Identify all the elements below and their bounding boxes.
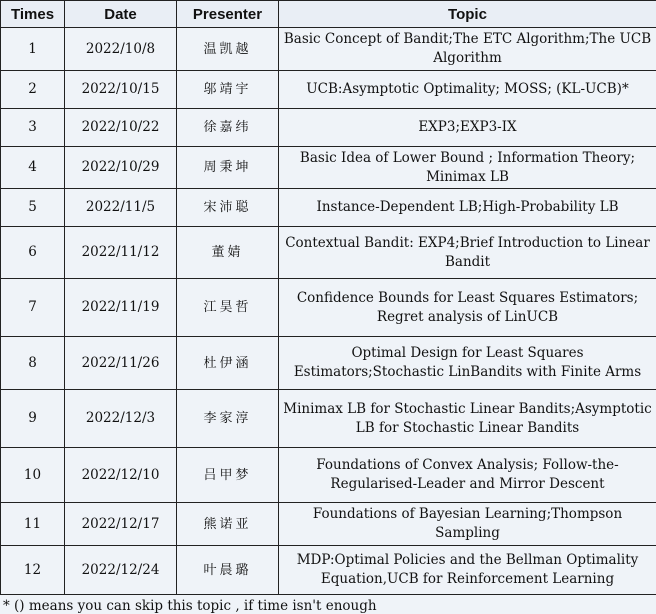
- table-row: [1, 28, 656, 71]
- times-cell: 8: [1, 337, 65, 390]
- table-row: [1, 109, 656, 147]
- footnote: * () means you can skip this topic , if time isn't enough: [0, 595, 656, 614]
- presenter-cell: 邬靖宇: [177, 71, 279, 109]
- times-cell: 5: [1, 189, 65, 227]
- table-row: [1, 189, 656, 227]
- presenter-cell: 董婧: [177, 227, 279, 279]
- table-row: [1, 337, 656, 390]
- date-cell: 2022/12/17: [65, 503, 177, 546]
- table-row: [1, 227, 656, 279]
- header-date: Date: [65, 1, 177, 28]
- times-cell: 12: [1, 546, 65, 595]
- presenter-cell: 杜伊涵: [177, 337, 279, 390]
- topic-cell: MDP:Optimal Policies and the Bellman Optimality Equation,UCB for Reinforcement Learning: [279, 546, 656, 595]
- table-row: [1, 448, 656, 503]
- presenter-cell: 江昊哲: [177, 279, 279, 337]
- presenter-cell: 熊诺亚: [177, 503, 279, 546]
- date-cell: 2022/12/10: [65, 448, 177, 503]
- table-row: [1, 71, 656, 109]
- presenter-cell: 徐嘉纬: [177, 109, 279, 147]
- topic-cell: Basic Idea of Lower Bound ; Information Theory; Minimax LB: [279, 147, 656, 189]
- times-cell: 11: [1, 503, 65, 546]
- date-cell: 2022/10/15: [65, 71, 177, 109]
- date-cell: 2022/10/29: [65, 147, 177, 189]
- topic-cell: Foundations of Bayesian Learning;Thompson Sampling: [279, 503, 656, 546]
- table-row: [1, 279, 656, 337]
- date-cell: 2022/10/22: [65, 109, 177, 147]
- times-cell: 2: [1, 71, 65, 109]
- times-cell: 7: [1, 279, 65, 337]
- header-times: Times: [1, 1, 65, 28]
- date-cell: 2022/10/8: [65, 28, 177, 71]
- header-row: [1, 1, 656, 28]
- topic-cell: Minimax LB for Stochastic Linear Bandits;Asymptotic LB for Stochastic Linear Bandits: [279, 390, 656, 448]
- topic-cell: Optimal Design for Least Squares Estimators;Stochastic LinBandits with Finite Arms: [279, 337, 656, 390]
- presenter-cell: 周秉坤: [177, 147, 279, 189]
- times-cell: 3: [1, 109, 65, 147]
- times-cell: 1: [1, 28, 65, 71]
- topic-cell: Contextual Bandit: EXP4;Brief Introduction to Linear Bandit: [279, 227, 656, 279]
- topic-cell: Instance-Dependent LB;High-Probability LB: [279, 189, 656, 227]
- presenter-cell: 吕甲梦: [177, 448, 279, 503]
- date-cell: 2022/11/19: [65, 279, 177, 337]
- date-cell: 2022/11/12: [65, 227, 177, 279]
- topic-cell: Foundations of Convex Analysis; Follow-the-Regularised-Leader and Mirror Descent: [279, 448, 656, 503]
- topic-cell: EXP3;EXP3-IX: [279, 109, 656, 147]
- topic-cell: UCB:Asymptotic Optimality; MOSS; (KL-UCB)*: [279, 71, 656, 109]
- presenter-cell: 温凯越: [177, 28, 279, 71]
- date-cell: 2022/11/5: [65, 189, 177, 227]
- topic-cell: Basic Concept of Bandit;The ETC Algorithm;The UCB Algorithm: [279, 28, 656, 71]
- times-cell: 10: [1, 448, 65, 503]
- topic-cell: Confidence Bounds for Least Squares Estimators; Regret analysis of LinUCB: [279, 279, 656, 337]
- presenter-cell: 李家淳: [177, 390, 279, 448]
- header-presenter: Presenter: [177, 1, 279, 28]
- times-cell: 4: [1, 147, 65, 189]
- date-cell: 2022/12/3: [65, 390, 177, 448]
- times-cell: 9: [1, 390, 65, 448]
- presenter-cell: 叶晨璐: [177, 546, 279, 595]
- table-row: [1, 503, 656, 546]
- times-cell: 6: [1, 227, 65, 279]
- table-row: [1, 147, 656, 189]
- header-topic: Topic: [279, 1, 656, 28]
- table-row: [1, 390, 656, 448]
- date-cell: 2022/12/24: [65, 546, 177, 595]
- presenter-cell: 宋沛聪: [177, 189, 279, 227]
- table-row: [1, 546, 656, 595]
- date-cell: 2022/11/26: [65, 337, 177, 390]
